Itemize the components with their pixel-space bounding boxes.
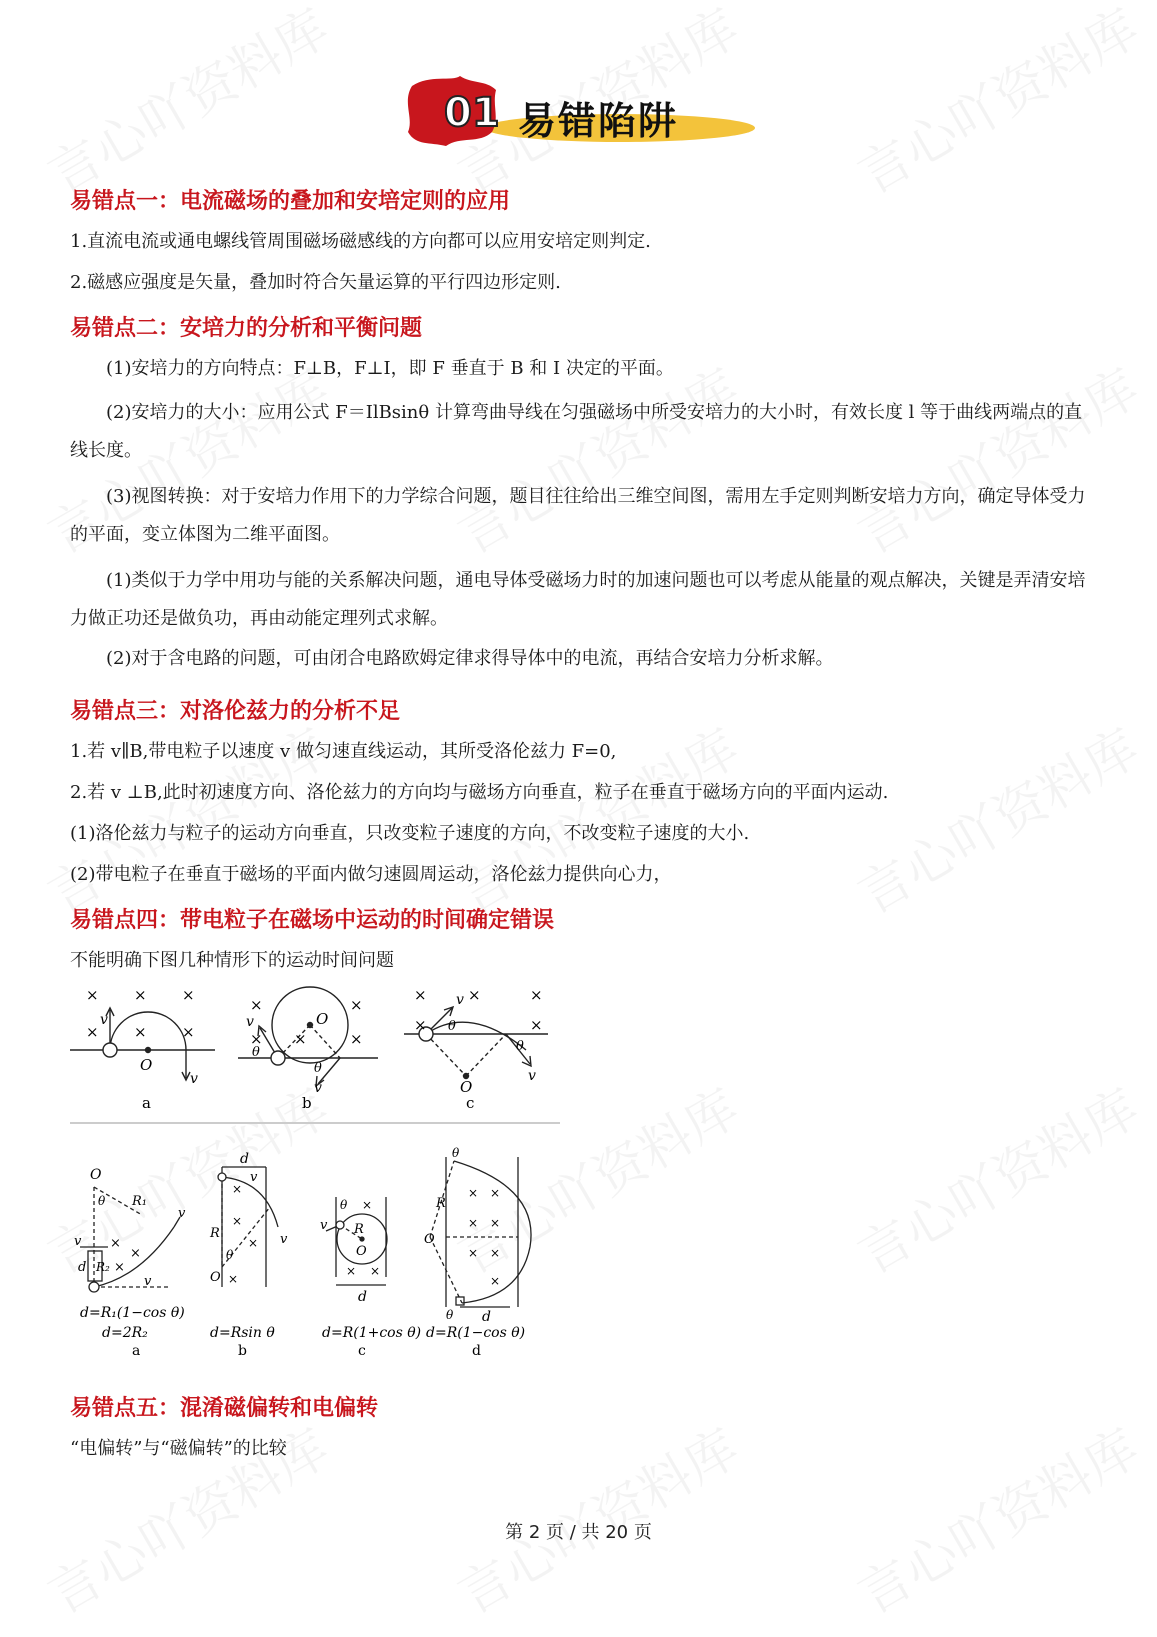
figure-1 (70, 980, 1100, 1129)
section-title-5: 易错点五：混淆磁偏转和电偏转 (70, 1396, 379, 1421)
svg-text:×: × (350, 996, 363, 1014)
svg-text:θ: θ (446, 1308, 454, 1322)
svg-text:a: a (132, 1343, 141, 1359)
panel-b (218, 1167, 278, 1287)
svg-text:v: v (456, 992, 464, 1008)
svg-text:×: × (490, 1186, 501, 1200)
svg-text:v: v (100, 1012, 108, 1028)
svg-text:d: d (78, 1260, 87, 1275)
svg-text:×: × (232, 1182, 243, 1196)
paragraph: (1)类似于力学中用功与能的关系解决问题，通电导体受磁场力时的加速问题也可以考虑从能量的观点解决，关键是弄清安培力做正功还是做负功，再由动能定理列式求解。 (70, 570, 1086, 629)
svg-text:O: O (316, 1010, 329, 1028)
svg-text:θ: θ (516, 1039, 524, 1054)
svg-text:×: × (114, 1260, 125, 1275)
svg-text:d: d (482, 1309, 491, 1325)
svg-text:O: O (210, 1270, 221, 1285)
svg-text:×: × (468, 1246, 479, 1260)
section-banner (400, 72, 760, 160)
panel-a (80, 1187, 180, 1292)
svg-text:O: O (90, 1167, 102, 1183)
svg-text:×: × (248, 1236, 259, 1250)
svg-text:×: × (294, 1030, 307, 1048)
svg-text:v: v (74, 1234, 82, 1249)
svg-text:×: × (134, 986, 147, 1004)
svg-text:×: × (414, 1016, 427, 1034)
svg-text:R₁: R₁ (132, 1194, 147, 1209)
paragraph: 1.直流电流或通电螺线管周围磁场磁感线的方向都可以应用安培定则判定. (70, 231, 651, 252)
svg-text:×: × (232, 1214, 243, 1228)
paragraph: (2)带电粒子在垂直于磁场的平面内做匀速圆周运动，洛伦兹力提供向心力， (70, 864, 672, 885)
figure-2 (70, 1147, 1100, 1373)
svg-text:c: c (358, 1343, 366, 1359)
svg-text:θ: θ (448, 1019, 456, 1034)
svg-text:v: v (250, 1170, 258, 1185)
svg-text:v: v (190, 1071, 198, 1087)
section-title-3: 易错点三：对洛伦兹力的分析不足 (70, 699, 401, 724)
svg-text:θ: θ (98, 1194, 106, 1208)
svg-text:×: × (182, 1023, 195, 1041)
paragraph: 不能明确下图几种情形下的运动时间问题 (70, 950, 394, 971)
svg-text:θ: θ (314, 1061, 322, 1076)
svg-text:d=Rsin θ: d=Rsin θ (210, 1325, 275, 1341)
svg-text:θ: θ (226, 1248, 234, 1262)
section-title-4: 易错点四：带电粒子在磁场中运动的时间确定错误 (70, 908, 555, 933)
banner-number: 01 (444, 90, 500, 136)
svg-text:d=R₁(1−cos θ): d=R₁(1−cos θ) (80, 1305, 185, 1321)
svg-text:d=R(1+cos θ): d=R(1+cos θ) (322, 1325, 422, 1341)
svg-text:×: × (414, 986, 427, 1004)
paragraph: (2)安培力的大小：应用公式 F＝IlBsinθ 计算弯曲导线在匀强磁场中所受安培力的大小时，有效长度 l 等于曲线两端点的直线长度。 (70, 402, 1083, 461)
paragraph: (2)对于含电路的问题，可由闭合电路欧姆定律求得导体中的电流，再结合安培力分析求解。 (106, 648, 834, 669)
paragraph: (3)视图转换：对于安培力作用下的力学综合问题，题目往往给出三维空间图，需用左手定则判断安培力方向，确定导体受力的平面，变立体图为二维平面图。 (70, 486, 1086, 545)
svg-text:v: v (178, 1206, 186, 1221)
svg-text:×: × (490, 1274, 501, 1288)
paragraph: 2.磁感应强度是矢量，叠加时符合矢量运算的平行四边形定则. (70, 272, 561, 293)
svg-text:×: × (362, 1198, 373, 1212)
svg-text:R: R (436, 1196, 446, 1211)
svg-text:R₂: R₂ (96, 1260, 110, 1274)
section-title-1: 易错点一：电流磁场的叠加和安培定则的应用 (70, 189, 511, 214)
svg-text:×: × (130, 1246, 141, 1261)
svg-text:v: v (246, 1014, 254, 1030)
svg-text:×: × (86, 1023, 99, 1041)
svg-text:d=2R₂: d=2R₂ (102, 1325, 148, 1341)
svg-text:a: a (142, 1094, 151, 1112)
svg-text:b: b (302, 1094, 312, 1112)
svg-text:×: × (250, 996, 263, 1014)
watermark (32, 0, 340, 208)
svg-text:v: v (314, 1080, 322, 1096)
paragraph: (1)洛伦兹力与粒子的运动方向垂直，只改变粒子速度的方向，不改变粒子速度的大小. (70, 823, 750, 844)
svg-text:R: R (354, 1222, 364, 1237)
svg-text:×: × (468, 1216, 479, 1230)
paragraph: “电偏转”与“磁偏转”的比较 (70, 1438, 287, 1459)
figure-2-diagram (70, 1147, 540, 1369)
svg-text:θ: θ (340, 1198, 348, 1212)
figure-1-diagram (70, 980, 560, 1125)
page-footer: 第 2 页 / 共 20 页 (505, 1522, 652, 1543)
svg-text:d=R(1−cos θ): d=R(1−cos θ) (426, 1325, 526, 1341)
svg-text:O: O (460, 1078, 473, 1096)
svg-text:d: d (240, 1151, 249, 1167)
svg-text:×: × (346, 1264, 357, 1278)
svg-text:v: v (280, 1232, 288, 1247)
svg-text:O: O (140, 1056, 153, 1074)
banner-title: 易错陷阱 (518, 99, 679, 143)
svg-text:θ: θ (252, 1045, 260, 1060)
svg-text:×: × (110, 1236, 121, 1251)
svg-text:O: O (424, 1232, 435, 1247)
paragraph: 2.若 v ⊥B,此时初速度方向、洛伦兹力的方向均与磁场方向垂直，粒子在垂直于磁场方向的平面内运动. (70, 782, 889, 803)
svg-text:c: c (466, 1094, 475, 1112)
watermark (842, 0, 1150, 208)
svg-text:×: × (228, 1272, 239, 1286)
svg-text:b: b (238, 1343, 247, 1359)
svg-text:R: R (210, 1226, 220, 1241)
svg-text:v: v (528, 1068, 536, 1084)
paragraph: (1)安培力的方向特点：F⊥B，F⊥I，即 F 垂直于 B 和 I 决定的平面。 (106, 358, 674, 379)
svg-text:×: × (468, 1186, 479, 1200)
svg-text:θ: θ (452, 1147, 460, 1160)
svg-text:v: v (144, 1274, 152, 1289)
svg-text:×: × (490, 1216, 501, 1230)
svg-text:×: × (370, 1264, 381, 1278)
svg-text:d: d (472, 1343, 481, 1359)
svg-text:×: × (530, 1016, 543, 1034)
svg-text:×: × (350, 1030, 363, 1048)
section-title-2: 易错点二：安培力的分析和平衡问题 (70, 316, 423, 341)
svg-text:d: d (358, 1289, 367, 1305)
document-body (70, 184, 1100, 1477)
svg-text:×: × (530, 986, 543, 1004)
svg-text:×: × (86, 986, 99, 1004)
svg-text:×: × (490, 1246, 501, 1260)
svg-text:×: × (134, 1023, 147, 1041)
svg-text:×: × (468, 986, 481, 1004)
paragraph: 1.若 v∥B,带电粒子以速度 v 做匀速直线运动，其所受洛伦兹力 F=0, (70, 741, 617, 762)
svg-text:×: × (250, 1030, 263, 1048)
panel-d (430, 1157, 531, 1307)
svg-text:v: v (320, 1218, 328, 1233)
svg-text:×: × (182, 986, 195, 1004)
svg-text:O: O (356, 1244, 367, 1259)
